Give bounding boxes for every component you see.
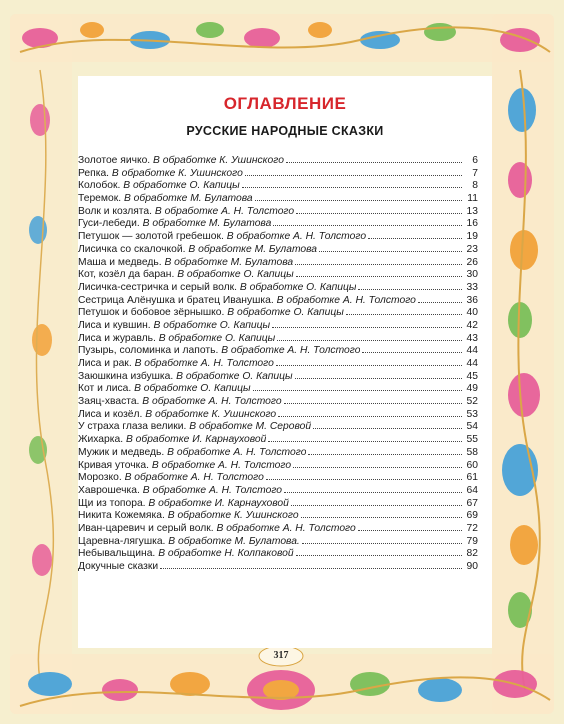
toc-page-number: 52 [466,396,478,408]
toc-page-number: 13 [466,205,478,217]
toc-entry [78,179,478,192]
toc-entry-text [78,206,294,219]
section-heading: РУССКИЕ НАРОДНЫЕ СКАЗКИ [186,124,384,138]
toc-list [78,154,478,573]
adaptation-credit: В обработке А. Н. Толстого [134,358,274,369]
leader-dots [284,395,462,404]
tale-title: Заюшкина избушка. [78,370,174,382]
leader-dots [358,281,462,290]
toc-entry [78,560,478,573]
toc-entry [78,230,478,243]
leader-dots [277,332,462,341]
adaptation-credit: В обработке Н. Колпаковой [158,548,294,560]
tale-title: Лиса и журавль. [78,332,156,344]
toc-page-number: 67 [466,497,478,509]
toc-entry [78,395,478,408]
toc-entry [78,344,478,357]
adaptation-credit: В обработке О. Капицы [158,332,276,344]
toc-page-number: 90 [466,561,478,572]
leader-dots [266,471,462,480]
toc-entry [78,535,478,548]
toc-entry [78,319,478,332]
toc-entry-text [78,244,317,257]
adaptation-credit: В обработке И. Карнауховой [148,497,289,509]
tale-title: Лиса и кувшин. [78,319,151,331]
tale-title: Лиса и козёл. [78,408,143,420]
toc-entry-text [78,396,282,409]
toc-entry [78,205,478,218]
adaptation-credit: В обработке А. Н. Толстого [142,396,282,408]
toc-entry [78,294,478,307]
toc-page-number: 16 [466,218,478,230]
adaptation-credit: В обработке К. Ушинского [111,167,243,179]
adaptation-credit: В обработке О. Капицы [239,281,357,293]
adaptation-credit: В обработке К. Ушинского [153,155,284,166]
leader-dots [301,509,462,518]
toc-page-number: 30 [466,269,478,281]
toc-entry [78,154,478,167]
leader-dots [296,268,462,277]
toc-entry-text [78,447,306,460]
toc-page-number: 36 [466,294,478,306]
toc-page-number: 64 [466,484,478,496]
toc-entry [78,192,478,205]
toc-page-number: 40 [466,307,478,319]
leader-dots [272,319,462,328]
toc-entry [78,281,478,294]
tale-title: Жихарка. [78,434,124,446]
tale-title: Кривая уточка. [78,459,149,471]
tale-title: Колобок. [78,180,121,192]
tale-title: Лиса и рак. [78,358,132,369]
toc-page-number: 60 [466,459,478,471]
toc-page-number: 49 [466,383,478,395]
leader-dots [296,205,462,214]
leader-dots [160,560,462,569]
toc-page-number: 58 [466,446,478,458]
toc-entry [78,243,478,256]
leader-dots [245,167,462,176]
toc-entry-text [78,320,270,333]
tale-title: Волк и козлята. [78,205,152,217]
tale-title: Докучные сказки [78,561,159,572]
toc-entry [78,471,478,484]
toc-entry [78,547,478,560]
toc-page-number: 44 [466,345,478,357]
toc-entry-text [78,180,240,193]
toc-entry [78,497,478,510]
toc-entry [78,433,478,446]
tale-title: Гуси-лебеди. [78,218,140,230]
leader-dots [286,154,462,163]
toc-entry [78,306,478,319]
toc-entry-text [78,498,289,511]
toc-entry-text [78,218,271,231]
toc-entry-text [78,383,251,396]
toc-entry-text [78,409,276,422]
adaptation-credit: В обработке К. Ушинского [145,408,277,420]
leader-dots [273,217,462,226]
tale-title: Заяц-хваста. [78,396,140,408]
toc-entry [78,459,478,472]
leader-dots [296,547,462,556]
tale-title: Кот и лиса. [78,383,132,395]
table-of-contents-panel [78,76,492,648]
adaptation-credit: В обработке М. Серовой [189,421,312,433]
leader-dots [302,535,462,544]
leader-dots [291,497,462,506]
toc-entry [78,256,478,269]
tale-title: Лисичка-сестричка и серый волк. [78,281,238,293]
leader-dots [319,243,462,252]
tale-title: Лисичка со скалочкой. [78,243,186,255]
tale-title: Никита Кожемяка. [78,510,165,522]
toc-page-number: 69 [466,510,478,522]
toc-page-number: 8 [472,180,478,192]
toc-entry [78,167,478,180]
toc-entry [78,370,478,383]
toc-page-number: 53 [466,408,478,420]
toc-entry-text [78,472,264,485]
adaptation-credit: В обработке А. Н. Толстого [154,205,295,217]
adaptation-credit: В обработке А. Н. Толстого [142,484,283,496]
leader-dots [253,382,462,391]
tale-title: Петушок — золотой гребешок. [78,231,224,243]
adaptation-credit: В обработке О. Капицы [123,180,240,192]
toc-page-number: 61 [466,472,478,484]
toc-entry [78,484,478,497]
tale-title: Сестрица Алёнушка и братец Иванушка. [78,294,274,306]
tale-title: Щи из топора. [78,497,146,509]
adaptation-credit: В обработке М. Булатова. [168,535,300,547]
toc-entry-text [78,536,300,549]
toc-entry-text [78,434,266,447]
toc-entry-text [78,257,293,270]
page-number: 317 [273,650,289,661]
toc-page-number: 23 [466,243,478,255]
adaptation-credit: В обработке М. Булатова [123,193,253,205]
leader-dots [368,230,462,239]
leader-dots [362,344,462,353]
toc-page-number: 19 [466,231,478,243]
tale-title: Репка. [78,167,110,179]
tale-title: Царевна-лягушка. [78,535,166,547]
toc-entry-text [78,269,294,282]
leader-dots [313,420,462,429]
tale-title: Мужик и медведь. [78,446,165,458]
leader-dots [278,408,462,417]
tale-title: Хаврошечка. [78,484,140,496]
toc-entry [78,217,478,230]
toc-entry-text [78,561,158,574]
toc-entry-text [78,168,243,181]
adaptation-credit: В обработке М. Булатова [188,243,318,255]
toc-entry [78,522,478,535]
toc-page-number: 72 [466,522,478,534]
adaptation-credit: В обработке М. Булатова [142,218,272,230]
toc-page-number: 82 [466,548,478,560]
toc-entry [78,268,478,281]
adaptation-credit: В обработке А. Н. Толстого [216,522,356,534]
toc-entry [78,332,478,345]
adaptation-credit: В обработке А. Н. Толстого [276,294,416,306]
toc-entry-text [78,485,282,498]
adaptation-credit: В обработке О. Капицы [177,269,294,281]
leader-dots [268,433,462,442]
toc-entry [78,509,478,522]
toc-page-number: 43 [466,332,478,344]
tale-title: Петушок и бобовое зёрнышко. [78,307,225,319]
adaptation-credit: В обработке И. Карнауховой [125,434,267,446]
toc-page-number: 79 [466,535,478,547]
toc-page-number: 55 [466,434,478,446]
leader-dots [346,306,462,315]
toc-page-number: 54 [466,421,478,433]
toc-entry [78,408,478,421]
tale-title: Кот, козёл да баран. [78,269,175,281]
toc-entry [78,420,478,433]
adaptation-credit: В обработке А. Н. Толстого [221,345,361,357]
adaptation-credit: В обработке О. Капицы [176,370,293,382]
tale-title: Золотое яичко. [78,155,151,166]
adaptation-credit: В обработке А. Н. Толстого [151,459,292,471]
leader-dots [295,256,462,265]
toc-page-number: 26 [466,256,478,268]
toc-entry-text [78,193,253,206]
tale-title: Пузырь, соломинка и лапоть. [78,345,219,357]
adaptation-credit: В обработке А. Н. Толстого [124,472,264,484]
tale-title: У страха глаза велики. [78,421,187,433]
adaptation-credit: В обработке О. Капицы [153,319,271,331]
toc-page-number: 6 [472,155,478,166]
toc-entry-text [78,358,274,371]
adaptation-credit: В обработке А. Н. Толстого [167,446,307,458]
leader-dots [242,179,462,188]
tale-title: Морозко. [78,472,122,484]
tale-title: Теремок. [78,193,122,205]
tale-title: Небывальщина. [78,548,156,560]
tale-title: Маша и медведь. [78,256,162,268]
toc-entry-text [78,282,356,295]
toc-page-number: 7 [472,167,478,179]
adaptation-credit: В обработке А. Н. Толстого [226,231,367,243]
toc-entry-text [78,460,291,473]
adaptation-credit: В обработке К. Ушинского [167,510,299,522]
toc-page-number: 33 [466,281,478,293]
leader-dots [293,459,462,468]
leader-dots [255,192,462,201]
leader-dots [284,484,462,493]
adaptation-credit: В обработке О. Капицы [227,307,344,319]
adaptation-credit: В обработке М. Булатова [164,256,294,268]
toc-page-number: 45 [466,370,478,382]
leader-dots [308,446,462,455]
page-title: ОГЛАВЛЕНИЕ [223,94,347,113]
adaptation-credit: В обработке О. Капицы [134,383,251,395]
toc-page-number: 42 [466,319,478,331]
leader-dots [295,370,462,379]
toc-page-number: 44 [466,358,478,369]
tale-title: Иван-царевич и серый волк. [78,522,214,534]
leader-dots [358,522,462,531]
leader-dots [418,294,462,303]
toc-entry [78,446,478,459]
toc-entry [78,382,478,395]
toc-entry-text [78,510,299,523]
toc-page-number: 11 [467,193,478,205]
leader-dots [276,357,462,366]
toc-entry-text [78,333,275,346]
toc-entry [78,357,478,370]
